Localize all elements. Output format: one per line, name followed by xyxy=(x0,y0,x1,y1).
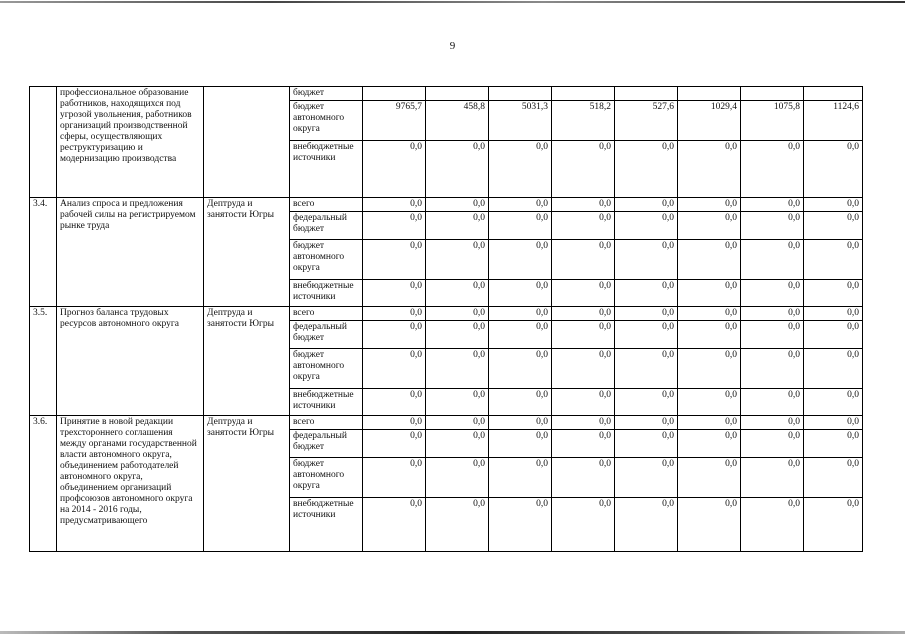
amount-cell: 0,0 xyxy=(489,280,552,307)
amount-cell: 0,0 xyxy=(489,212,552,240)
funding-source: бюджет xyxy=(290,87,363,101)
amount-cell: 1029,4 xyxy=(678,101,741,141)
amount-cell xyxy=(678,87,741,101)
amount-cell: 0,0 xyxy=(678,280,741,307)
amount-cell: 0,0 xyxy=(804,280,863,307)
amount-cell: 0,0 xyxy=(363,212,426,240)
amount-cell: 0,0 xyxy=(804,198,863,212)
amount-cell: 0,0 xyxy=(552,416,615,430)
amount-cell: 0,0 xyxy=(678,307,741,321)
amount-cell: 0,0 xyxy=(615,141,678,198)
scan-edge-top xyxy=(0,1,905,3)
amount-cell: 0,0 xyxy=(615,280,678,307)
budget-table-body xyxy=(30,87,863,552)
amount-cell: 527,6 xyxy=(615,101,678,141)
amount-cell: 0,0 xyxy=(678,498,741,552)
amount-cell: 0,0 xyxy=(426,349,489,389)
table-row xyxy=(30,416,863,430)
funding-source: внебюджетные источники xyxy=(290,141,363,198)
amount-cell: 0,0 xyxy=(363,307,426,321)
amount-cell: 0,0 xyxy=(741,458,804,498)
amount-cell: 0,0 xyxy=(741,280,804,307)
amount-cell: 0,0 xyxy=(804,240,863,280)
amount-cell: 0,0 xyxy=(615,307,678,321)
amount-cell: 0,0 xyxy=(741,430,804,458)
amount-cell: 0,0 xyxy=(615,389,678,416)
table-row xyxy=(30,307,863,321)
amount-cell: 0,0 xyxy=(741,389,804,416)
amount-cell: 0,0 xyxy=(363,416,426,430)
amount-cell: 0,0 xyxy=(804,321,863,349)
amount-cell: 0,0 xyxy=(804,212,863,240)
amount-cell: 0,0 xyxy=(363,430,426,458)
item-number: 3.5. xyxy=(30,307,57,416)
item-name: Анализ спроса и предложения рабочей силы на регистрируемом рынке труда xyxy=(57,198,204,307)
funding-source: внебюджетные источники xyxy=(290,280,363,307)
amount-cell: 0,0 xyxy=(741,212,804,240)
amount-cell: 0,0 xyxy=(678,430,741,458)
amount-cell: 0,0 xyxy=(678,198,741,212)
amount-cell: 5031,3 xyxy=(489,101,552,141)
budget-table xyxy=(29,86,863,552)
amount-cell: 0,0 xyxy=(615,240,678,280)
amount-cell: 0,0 xyxy=(741,416,804,430)
amount-cell: 0,0 xyxy=(552,389,615,416)
amount-cell: 0,0 xyxy=(552,280,615,307)
item-number xyxy=(30,87,57,198)
amount-cell xyxy=(552,87,615,101)
amount-cell: 0,0 xyxy=(552,458,615,498)
amount-cell: 0,0 xyxy=(615,430,678,458)
funding-source: внебюджетные источники xyxy=(290,498,363,552)
amount-cell: 0,0 xyxy=(552,321,615,349)
table-row xyxy=(30,87,863,101)
amount-cell: 0,0 xyxy=(426,321,489,349)
amount-cell: 0,0 xyxy=(489,430,552,458)
amount-cell: 0,0 xyxy=(426,212,489,240)
funding-source: бюджет автономного округа xyxy=(290,101,363,141)
funding-source: федеральный бюджет xyxy=(290,212,363,240)
amount-cell: 518,2 xyxy=(552,101,615,141)
amount-cell xyxy=(426,87,489,101)
amount-cell: 0,0 xyxy=(615,349,678,389)
amount-cell: 0,0 xyxy=(363,321,426,349)
funding-source: всего xyxy=(290,307,363,321)
amount-cell: 0,0 xyxy=(363,280,426,307)
amount-cell: 0,0 xyxy=(678,240,741,280)
amount-cell: 0,0 xyxy=(363,389,426,416)
funding-source: федеральный бюджет xyxy=(290,430,363,458)
amount-cell: 0,0 xyxy=(552,498,615,552)
amount-cell: 0,0 xyxy=(615,498,678,552)
amount-cell: 0,0 xyxy=(615,458,678,498)
funding-source: бюджет автономного округа xyxy=(290,349,363,389)
funding-source: всего xyxy=(290,198,363,212)
amount-cell xyxy=(741,87,804,101)
amount-cell: 0,0 xyxy=(678,458,741,498)
amount-cell: 0,0 xyxy=(426,389,489,416)
amount-cell: 0,0 xyxy=(678,349,741,389)
amount-cell: 0,0 xyxy=(489,416,552,430)
item-executor xyxy=(204,87,290,198)
item-name: Принятие в новой редакции трехстороннего соглашения между органами государственной власти автономного округа, объединением работодателей автономного округа, объединением организаций профсоюзов автономного округа на 2014 - 2016 годы, предусматривающего xyxy=(57,416,204,552)
amount-cell: 0,0 xyxy=(552,349,615,389)
item-executor: Дептруда и занятости Югры xyxy=(204,198,290,307)
amount-cell: 9765,7 xyxy=(363,101,426,141)
funding-source: федеральный бюджет xyxy=(290,321,363,349)
amount-cell: 0,0 xyxy=(426,307,489,321)
amount-cell: 0,0 xyxy=(741,349,804,389)
amount-cell: 0,0 xyxy=(552,430,615,458)
amount-cell: 0,0 xyxy=(489,307,552,321)
amount-cell: 0,0 xyxy=(489,389,552,416)
amount-cell: 0,0 xyxy=(363,141,426,198)
amount-cell: 0,0 xyxy=(741,321,804,349)
amount-cell: 0,0 xyxy=(489,240,552,280)
amount-cell: 0,0 xyxy=(426,240,489,280)
item-number: 3.6. xyxy=(30,416,57,552)
amount-cell: 0,0 xyxy=(426,141,489,198)
amount-cell: 0,0 xyxy=(615,212,678,240)
amount-cell: 0,0 xyxy=(741,307,804,321)
item-number: 3.4. xyxy=(30,198,57,307)
funding-source: бюджет автономного округа xyxy=(290,458,363,498)
amount-cell: 0,0 xyxy=(741,141,804,198)
page-number: 9 xyxy=(449,40,456,52)
amount-cell: 0,0 xyxy=(678,416,741,430)
table-row xyxy=(30,198,863,212)
item-executor: Дептруда и занятости Югры xyxy=(204,307,290,416)
amount-cell: 0,0 xyxy=(678,321,741,349)
funding-source: бюджет автономного округа xyxy=(290,240,363,280)
amount-cell: 0,0 xyxy=(552,198,615,212)
amount-cell: 0,0 xyxy=(804,430,863,458)
amount-cell: 458,8 xyxy=(426,101,489,141)
amount-cell: 1124,6 xyxy=(804,101,863,141)
amount-cell: 0,0 xyxy=(489,458,552,498)
amount-cell: 0,0 xyxy=(615,416,678,430)
amount-cell: 0,0 xyxy=(804,141,863,198)
amount-cell: 0,0 xyxy=(426,198,489,212)
amount-cell xyxy=(615,87,678,101)
amount-cell: 0,0 xyxy=(804,498,863,552)
amount-cell: 0,0 xyxy=(615,321,678,349)
amount-cell: 0,0 xyxy=(552,240,615,280)
funding-source: внебюджетные источники xyxy=(290,389,363,416)
amount-cell: 0,0 xyxy=(363,198,426,212)
amount-cell: 0,0 xyxy=(804,389,863,416)
amount-cell: 0,0 xyxy=(741,240,804,280)
amount-cell: 0,0 xyxy=(426,458,489,498)
amount-cell: 0,0 xyxy=(678,141,741,198)
amount-cell: 0,0 xyxy=(489,349,552,389)
amount-cell: 0,0 xyxy=(678,212,741,240)
amount-cell: 0,0 xyxy=(804,349,863,389)
item-name: Прогноз баланса трудовых ресурсов автономного округа xyxy=(57,307,204,416)
amount-cell: 0,0 xyxy=(552,141,615,198)
amount-cell: 0,0 xyxy=(804,416,863,430)
amount-cell: 0,0 xyxy=(741,198,804,212)
amount-cell: 0,0 xyxy=(552,307,615,321)
amount-cell: 0,0 xyxy=(363,349,426,389)
amount-cell: 0,0 xyxy=(426,498,489,552)
amount-cell: 0,0 xyxy=(741,498,804,552)
amount-cell: 0,0 xyxy=(426,430,489,458)
amount-cell: 1075,8 xyxy=(741,101,804,141)
item-name: профессиональное образование работников, находящихся под угрозой увольнения, работников организаций производственной сферы, осуществляющих реструктуризацию и модернизацию производства xyxy=(57,87,204,198)
amount-cell: 0,0 xyxy=(363,240,426,280)
amount-cell: 0,0 xyxy=(426,280,489,307)
amount-cell: 0,0 xyxy=(363,458,426,498)
amount-cell: 0,0 xyxy=(552,212,615,240)
amount-cell: 0,0 xyxy=(678,389,741,416)
scan-edge-bottom xyxy=(0,631,905,634)
amount-cell: 0,0 xyxy=(489,498,552,552)
amount-cell xyxy=(804,87,863,101)
amount-cell: 0,0 xyxy=(489,321,552,349)
amount-cell xyxy=(489,87,552,101)
amount-cell: 0,0 xyxy=(804,307,863,321)
amount-cell: 0,0 xyxy=(426,416,489,430)
item-executor: Дептруда и занятости Югры xyxy=(204,416,290,552)
amount-cell: 0,0 xyxy=(489,141,552,198)
amount-cell xyxy=(363,87,426,101)
amount-cell: 0,0 xyxy=(363,498,426,552)
amount-cell: 0,0 xyxy=(615,198,678,212)
funding-source: всего xyxy=(290,416,363,430)
amount-cell: 0,0 xyxy=(804,458,863,498)
amount-cell: 0,0 xyxy=(489,198,552,212)
